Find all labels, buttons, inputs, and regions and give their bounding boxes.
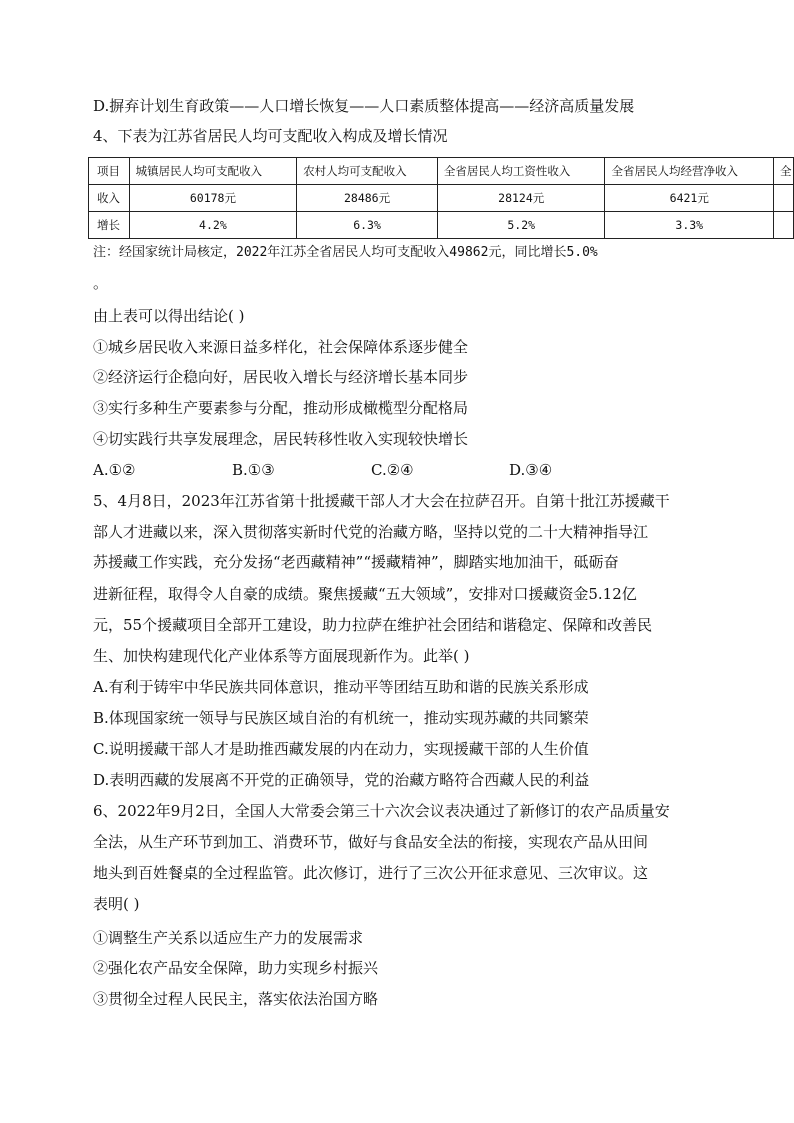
table-header-row — [89, 158, 794, 185]
table-header-cell: 农村人均可支配收入 — [297, 158, 438, 185]
question-5-line: 苏援藏工作实践，充分发扬“老西藏精神”“援藏精神”，脚踏实地加油干，砥砺奋 — [93, 553, 619, 571]
table-cell: 4.2% — [129, 212, 297, 239]
q6-statement-3: ③贯彻全过程人民民主，落实依法治国方略 — [93, 990, 379, 1008]
table-cell — [774, 212, 794, 239]
table-cell: 6421元 — [605, 185, 774, 212]
table-cell: 60178元 — [129, 185, 297, 212]
q5-option-c: C.说明援藏干部人才是助推西藏发展的内在动力，实现援藏干部的人生价值 — [93, 740, 589, 758]
q4-option-d: D.③④ — [509, 461, 553, 479]
table-cell — [774, 185, 794, 212]
q6-statement-2: ②强化农产品安全保障，助力实现乡村振兴 — [93, 959, 379, 977]
table-row — [89, 185, 794, 212]
question-5-line: 5、4月8日，2023年江苏省第十批援藏干部人才大会在拉萨召开。自第十批江苏援藏干 — [93, 492, 670, 510]
q4-options — [93, 460, 552, 480]
question-5-line: 生、加快构建现代化产业体系等方面展现新作为。此举( ) — [93, 647, 470, 665]
table-cell: 3.3% — [605, 212, 774, 239]
table-note: 注：经国家统计局核定，2022年江苏全省居民人均可支配收入49862元，同比增长5.0% — [93, 245, 598, 260]
question-4-title: 4、下表为江苏省居民人均可支配收入构成及增长情况 — [93, 127, 448, 145]
question-4-stem: 由上表可以得出结论( ) — [93, 307, 245, 325]
q4-statement-1: ①城乡居民收入来源日益多样化，社会保障体系逐步健全 — [93, 338, 469, 356]
table-header-cell: 全省居民人均工资性收入 — [437, 158, 605, 185]
question-5-line: 部人才进藏以来，深入贯彻落实新时代党的治藏方略，坚持以党的二十大精神指导江 — [93, 523, 649, 541]
q4-statement-2: ②经济运行企稳向好，居民收入增长与经济增长基本同步 — [93, 368, 469, 386]
question-6-line: 地头到百姓餐桌的全过程监管。此次修订，进行了三次公开征求意见、三次审议。这 — [93, 864, 649, 882]
table-cell: 5.2% — [437, 212, 605, 239]
table-cell: 收入 — [89, 185, 130, 212]
table-cell: 6.3% — [297, 212, 438, 239]
question-6-line: 全法，从生产环节到加工、消费环节，做好与食品安全法的衔接，实现农产品从田间 — [93, 833, 649, 851]
q5-option-b: B.体现国家统一领导与民族区域自治的有机统一，推动实现苏藏的共同繁荣 — [93, 709, 589, 727]
option-d-q3: D.摒弃计划生育政策——人口增长恢复——人口素质整体提高——经济高质量发展 — [93, 97, 635, 115]
q4-option-a: A.①② — [93, 461, 136, 479]
question-6-line: 表明( ) — [93, 895, 140, 913]
table-header-cell: 城镇居民人均可支配收入 — [129, 158, 297, 185]
table-row — [89, 212, 794, 239]
question-5-line: 进新征程，取得令人自豪的成绩。聚焦援藏“五大领域”，安排对口援藏资金5.12亿 — [93, 585, 637, 603]
q4-statement-3: ③实行多种生产要素参与分配，推动形成橄榄型分配格局 — [93, 399, 469, 417]
income-table — [88, 157, 794, 239]
q5-option-d: D.表明西藏的发展离不开党的正确领导，党的治藏方略符合西藏人民的利益 — [93, 771, 590, 789]
table-header-cell: 全省居民人均经营净收入 — [605, 158, 774, 185]
question-5-line: 元，55个援藏项目全部开工建设，助力拉萨在维护社会团结和谐稳定、保障和改善民 — [93, 616, 653, 634]
table-header-cell: 项目 — [89, 158, 130, 185]
table-header-cell: 全 — [774, 158, 794, 185]
q6-statement-1: ①调整生产关系以适应生产力的发展需求 — [93, 929, 364, 947]
q4-statement-4: ④切实践行共享发展理念，居民转移性收入实现较快增长 — [93, 430, 469, 448]
q5-option-a: A.有利于铸牢中华民族共同体意识，推动平等团结互助和谐的民族关系形成 — [93, 678, 589, 696]
table-cell: 28124元 — [437, 185, 605, 212]
table-note-end: 。 — [93, 274, 109, 292]
question-6-line: 6、2022年9月2日，全国人大常委会第三十六次会议表决通过了新修订的农产品质量安 — [93, 802, 670, 820]
q4-option-b: B.①③ — [232, 461, 275, 479]
table-cell: 28486元 — [297, 185, 438, 212]
table-cell: 增长 — [89, 212, 130, 239]
q4-option-c: C.②④ — [371, 461, 414, 479]
